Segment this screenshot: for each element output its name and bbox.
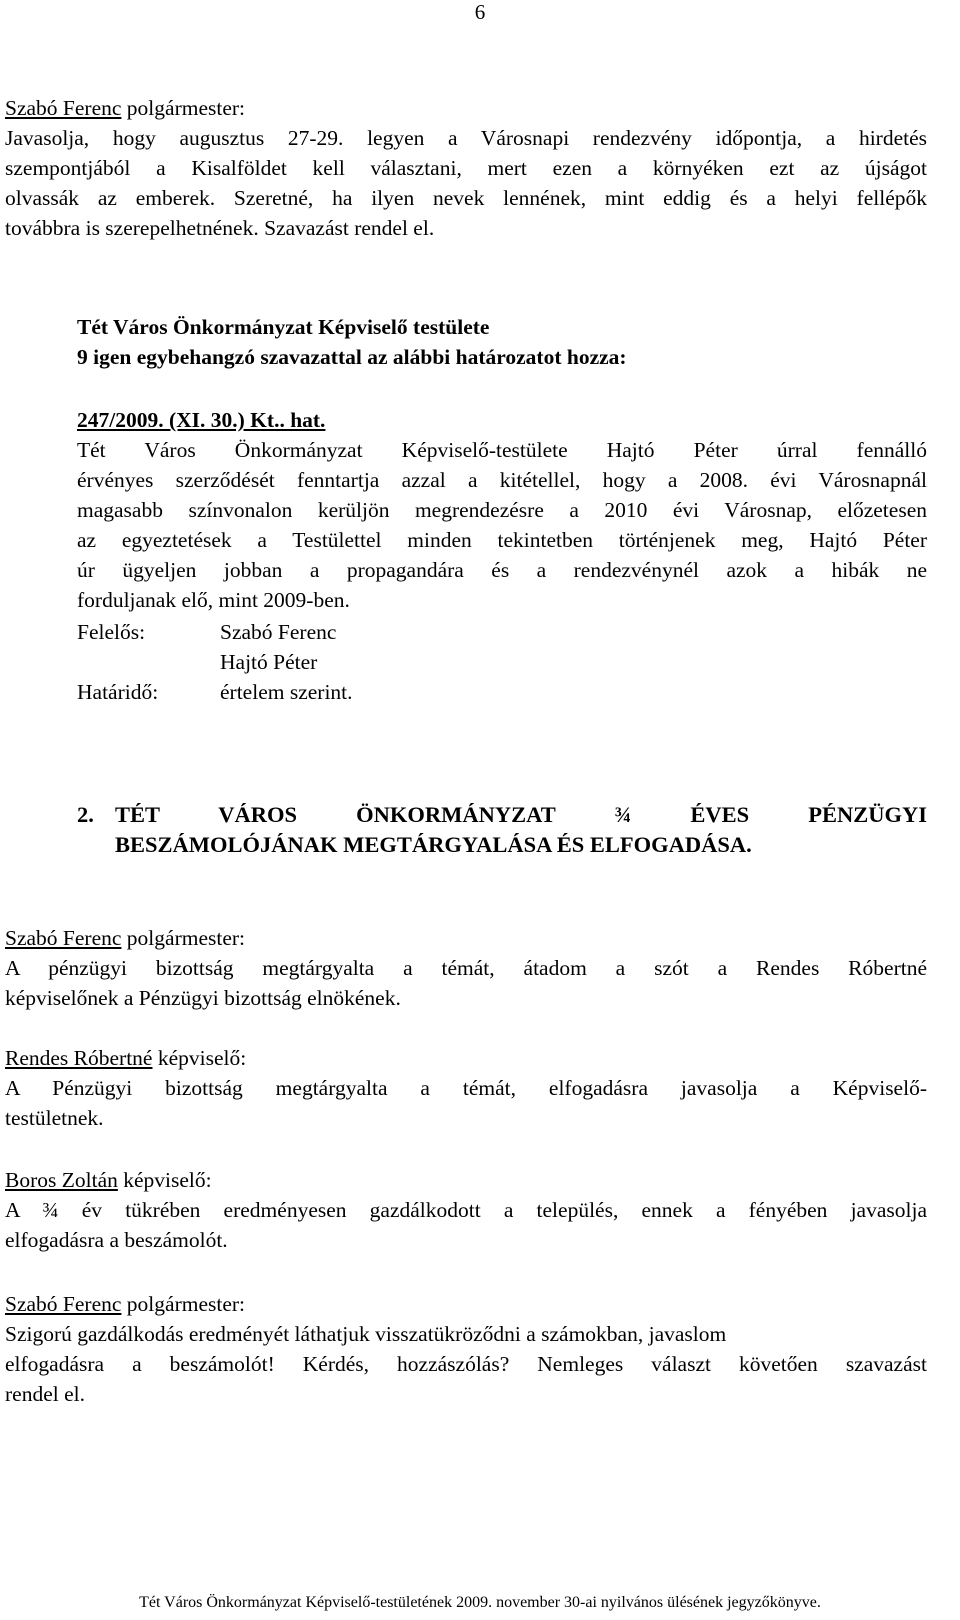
- speaker-role: képviselő:: [152, 1046, 247, 1070]
- resolution-line: úr ügyeljen jobban a propagandára és a rendezvénynél azok a hibák ne: [77, 558, 927, 582]
- section-heading: [115, 800, 927, 860]
- text-line: képviselőnek a Pénzügyi bizottság elnökének.: [5, 986, 401, 1010]
- vote-line-1: Tét Város Önkormányzat Képviselő testülete: [77, 315, 490, 339]
- speaker-role: polgármester:: [121, 926, 246, 950]
- text-line: A ¾ év tükrében eredményesen gazdálkodott a település, ennek a fényében javasolja: [5, 1198, 927, 1222]
- resolution-number: 247/2009. (XI. 30.) Kt.. hat.: [77, 408, 326, 432]
- speaker-role: polgármester:: [121, 96, 246, 120]
- responsible-name-2: Hajtó Péter: [220, 650, 318, 674]
- speaker-name: Boros Zoltán: [5, 1168, 118, 1192]
- resolution-line: Tét Város Önkormányzat Képviselő-testülete Hajtó Péter úrral fennálló: [77, 438, 927, 462]
- deadline-label: Határidő:: [77, 680, 159, 704]
- speaker-role: képviselő:: [117, 1168, 212, 1192]
- text-line: rendel el.: [5, 1382, 85, 1406]
- speaker-block-1: [5, 93, 927, 243]
- text-line: továbbra is szerepelhetnének. Szavazást rendel el.: [5, 216, 435, 240]
- responsible-name-1: Szabó Ferenc: [220, 620, 337, 644]
- section-heading-line-2: BESZÁMOLÓJÁNAK MEGTÁRGYALÁSA ÉS ELFOGADÁSA.: [115, 832, 752, 857]
- speaker-name: Szabó Ferenc: [5, 1292, 122, 1316]
- resolution-line: az egyeztetések a Testülettel minden tekintetben történjenek meg, Hajtó Péter: [77, 528, 927, 552]
- page-footer: Tét Város Önkormányzat Képviselő-testületének 2009. november 30-ai nyilvános ülésének jegyzőkönyve.: [139, 1594, 821, 1611]
- vote-statement: [77, 312, 927, 372]
- speaker-name: Rendes Róbertné: [5, 1046, 153, 1070]
- speaker-block-3: [5, 1043, 927, 1133]
- text-line: A pénzügyi bizottság megtárgyalta a témát, átadom a szót a Rendes Róbertné: [5, 956, 927, 980]
- speaker-role: polgármester:: [121, 1292, 246, 1316]
- section-heading-line-1: TÉT VÁROS ÖNKORMÁNYZAT ¾ ÉVES PÉNZÜGYI: [115, 802, 927, 827]
- resolution: [77, 405, 927, 615]
- text-line: elfogadásra a beszámolót.: [5, 1228, 228, 1252]
- text-line: testületnek.: [5, 1106, 104, 1130]
- speaker-block-2: [5, 923, 927, 1013]
- speaker-block-4: [5, 1165, 927, 1255]
- speaker-name: Szabó Ferenc: [5, 926, 122, 950]
- resolution-line: forduljanak elő, mint 2009-ben.: [77, 588, 350, 612]
- responsible-label: Felelős:: [77, 620, 146, 644]
- text-line: A Pénzügyi bizottság megtárgyalta a témát, elfogadásra javasolja a Képviselő-: [5, 1076, 927, 1100]
- resolution-line: magasabb színvonalon kerüljön megrendezésre a 2010 évi Városnap, előzetesen: [77, 498, 927, 522]
- speaker-block-5: [5, 1289, 927, 1409]
- speaker-name: Szabó Ferenc: [5, 96, 122, 120]
- resolution-line: érvényes szerződését fenntartja azzal a kitétellel, hogy a 2008. évi Városnapnál: [77, 468, 927, 492]
- vote-line-2: 9 igen egybehangzó szavazattal az alábbi határozatot hozza:: [77, 345, 627, 369]
- text-line: olvassák az emberek. Szeretné, ha ilyen nevek lennének, mint eddig és a helyi fellépők: [5, 186, 927, 210]
- text-line: Javasolja, hogy augusztus 27-29. legyen a Városnapi rendezvény időpontja, a hirdetés: [5, 126, 927, 150]
- section-number: 2.: [77, 802, 94, 827]
- page-number: 6: [474, 0, 486, 24]
- deadline-value: értelem szerint.: [220, 680, 353, 704]
- text-line: Szigorú gazdálkodás eredményét láthatjuk visszatükröződni a számokban, javaslom: [5, 1322, 727, 1346]
- text-line: elfogadásra a beszámolót! Kérdés, hozzászólás? Nemleges választ követően szavazást: [5, 1352, 927, 1376]
- text-line: szempontjából a Kisalföldet kell választani, mert ezen a környéken ezt az újságot: [5, 156, 927, 180]
